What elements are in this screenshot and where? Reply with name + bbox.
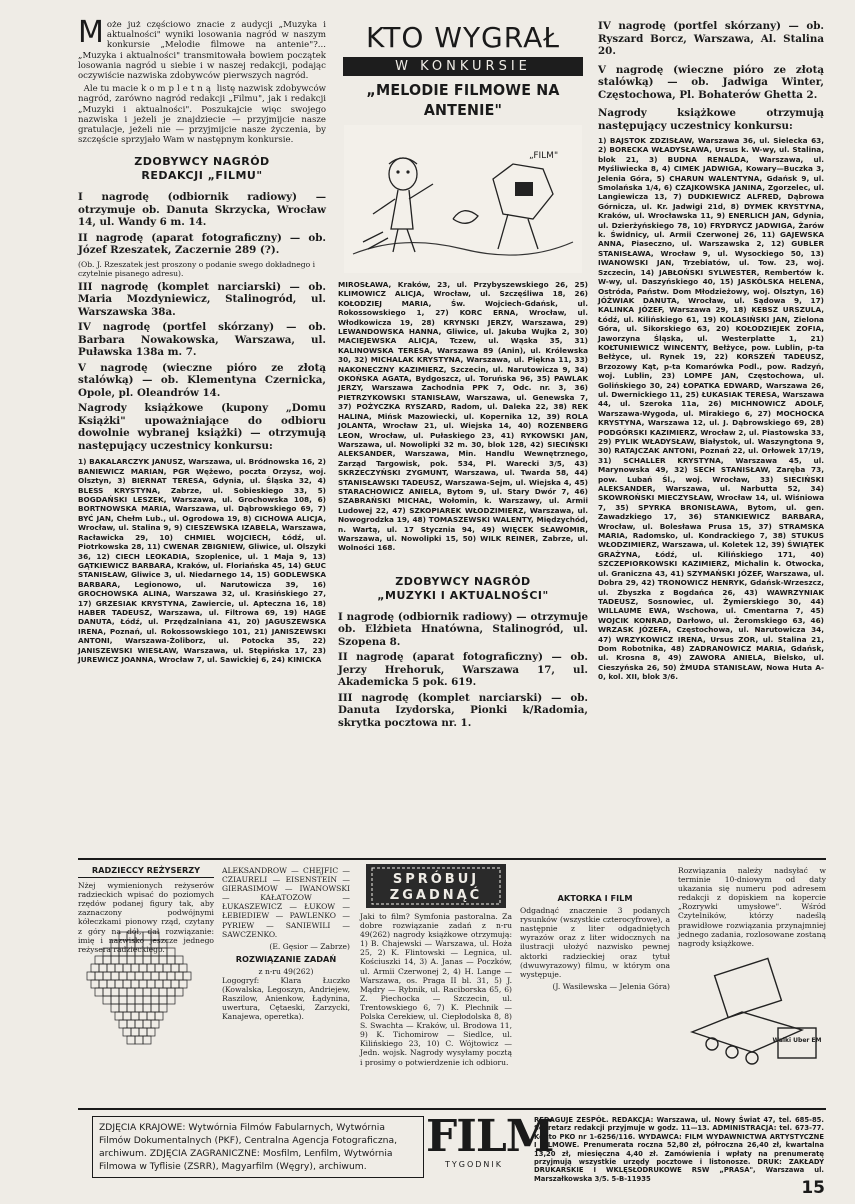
crossword-cell	[131, 1028, 139, 1036]
crossword-cell	[151, 996, 159, 1004]
crossword-cell	[111, 972, 119, 980]
publisher-imprint: REDAGUJE ZESPÓŁ. REDAKCJA: Warszawa, ul. Nowy Świat 47, tel. 685-85. Sekretarz redakcji przyjmuje w godz. 11—13. ADMINISTRACJA: tel. 673-77. Konto PKO nr 1-6256/116. WYDAWCA: FILM WYDAWNICTWA ARTYSTYCZNE I FILMOWE. Prenumerata roczna 52,80 zł, półroczna 26,40 zł, kwartalna 13,20 zł, miesięczna 4,40 zł. Zamówienia i wpłaty na prenumeratę przyjmują wszystkie urzędy pocztowe i listonosze. DRUK: ZAKŁADY DRUKARSKIE I WKLĘSŁODRUKOWE RSW „PRASA", Warszawa ul. Marszałkowska 3/5. 5-B-11935	[534, 1116, 824, 1183]
crossword-cell	[143, 1004, 151, 1012]
crossword-cell	[135, 972, 143, 980]
crossword-cell	[151, 972, 159, 980]
film-prize-2-note: (Ob. J. Rzeszatek jest proszony o podanie swego dokładnego i czytelnie pisanego adresu).	[78, 259, 316, 278]
crossword-cell	[143, 972, 151, 980]
column-left	[78, 15, 327, 855]
crossword-cell	[127, 1004, 135, 1012]
crossword-cell	[175, 972, 183, 980]
headline-main: KTO WYGRAŁ	[366, 21, 560, 54]
crossword-cell	[103, 996, 111, 1004]
puzzle-drawing	[682, 952, 822, 1072]
crossword-cell	[171, 980, 179, 988]
headline-block	[338, 22, 588, 274]
film-prizes-heading	[78, 155, 326, 183]
crossword-cell	[159, 996, 167, 1004]
divider-top-bottom-section	[78, 858, 826, 860]
crossword-cell	[167, 956, 175, 964]
crossword-cell	[119, 956, 127, 964]
crossword-cell	[135, 1036, 143, 1044]
actress-heading: AKTORKA I FILM	[557, 893, 633, 903]
crossword-cell	[115, 1012, 123, 1020]
crossword-cell	[99, 980, 107, 988]
film-prizes-heading-line2: REDAKCJI „FILMU"	[141, 169, 263, 183]
crossword-cell	[111, 988, 119, 996]
crossword-cell	[91, 980, 99, 988]
muzyka-prize-5: V nagrodę (wieczne pióro ze złotą stalówką) — ob. Jadwiga Winter, Częstochowa, Pl. Bohaterów Ghetta 2.	[598, 63, 824, 101]
crossword-cell	[135, 1020, 143, 1028]
directors-text: Nżej wymienionych reżyserów radzieckich wpisać do poziomych rzędów podanej figury tak, aby zaznaczony podwójnymi kółeczkami pionowy rząd, czytany z góry na dół, dał rozwiązanie: imię i nazwisko jeszcze jednego reżysera radzieckiego.	[78, 881, 214, 954]
crossword-cell	[155, 1012, 163, 1020]
crossword-cell	[107, 964, 115, 972]
film-prize-5: V nagrodę (wieczne pióro ze złotą stalówką) — ob. Klementyna Czernicka, Opole, pl. Oleandrów 14.	[78, 361, 326, 399]
muzyka-winners-list: 1) BAJSTOK ZDZISŁAW, Warszawa 36, ul. Sielecka 63, 2) BORECKA WŁADYSŁAWA, Ursus k. W-wy, ul. Stalina, blok 21, 3) BUDNA RENALDA, Warszawa, ul. Myśliwiecka 8, 4) CIMEK JADWIGA, Kowary—Buczka 3, Jelenia Góra, 5) CHARUN WALENTYNA, Gdańsk 9, ul. Smolańska 1/4, 6) CZAJKOWSKA JANINA, Zgorzelec, ul. Langiewicza 13, 7) DUDKIEWICZ ALFRED, Dąbrowa Górnicza, ul. Kr. Jadwigi 21d, 8) DYMEK KRYSTYNA, Kraków, ul. Wrocławska 11, 9) ENERLICH JAN, Gdynia, ul. Dzierżyńskiego 78, 10) FRYDRYCZ JADWIGA, Żarów k. Świdnicy, ul. Armii Czerwonej 26, 11) GAJEWSKA ANNA, Piaseczno, ul. Warszawska 2, 12) GUBLER STANISŁAWA, Wrocław 9, ul. Wysockiego 50, 13) IWANOWSKI JAN, Trzebiatów, ul. Tow. 23, woj. Szczecin, 14) JABŁOŃSKI SYLWESTER, Rembertów k. W-wy, ul. Daszyńskiego 40, 15) JASKÓLSKA HELENA, Ostróda, Państw. Dom Młodzieżowy, woj. Olsztyn, 16) JÓŹWIAK DANUTA, Wrocław, ul. Sądowa 9, 17) KALINKA JÓZEF, Warszawa 29, 18) KEBSZ URSZULA, Łódź, ul. Kilińskiego 61, 19) KOLASIŃSKI JAN, Zielona Góra, ul. Sikorskiego 63, 20) KOŁODZIEJEK ZOFIA, Jaworzyna Śląska, ul. Westerplatte 1, 21) KOŁTUNIEWICZ WINCENTY, Bełżyce, pow. Lublin, p-ta Bełżyce, ul. Rynek 19, 22) KORSZEŃ TADEUSZ, Brzozowy Kąt, p-ta Komarówka Podl., pow. Radzyń, woj. Lublin, 23) LOMPE JAN, Częstochowa, ul. Golińskiego 30, 24) ŁOPATKA EDWARD, Warszawa 26, ul. Dwernickiego 11, 25) ŁUKASIAK TERESA, Warszawa 44, ul. Szeroka 11a, 26) MICHNOWICZ ADOLF, Warszawa-Wygoda, ul. Mirakiego 6, 27) MOCHOCKA KRYSTYNA, Warszawa 12, ul. J. Dąbrowskiego 69, 28) PODGÓRSKI KAZIMIERZ, Wrocław 2, ul. Piastowska 33, 29) PYLIK WŁADYSŁAW, Białystok, ul. Waszyngtona 9, 30) RATAJCZAK ANTONI, Poznań 22, ul. Orłowek 17/19, 31) SCHALLER KRYSTYNA, Warszawa 45, ul. Marynowska 49, 32) SECH STANISŁAW, Zaręba 73, pow. Lubań Śl., woj. Wrocław, 33) SIECIŃSKI ALEKSANDER, Warszawa, ul. Narbutta 52, 34) SKOWROŃSKI MIECZYSŁAW, Wrocław 14, ul. Wiśniowa 7, 35) SPYRKA BRONISŁAWA, Bytom, ul. gen. Zawadzkiego 17, 36) STANKIEWICZ BARBARA, Wrocław, ul. Bolesława Prusa 15, 37) STRAMSKA MARIA, Radomsko, ul. Kondrackiego 7, 38) STUKUS WŁODZIMIERZ, Warszawa, ul. Koletek 12, 39) ŚWIĄTEK GRAŻYNA, Łódź, ul. Kilińskiego 171, 40) SZCZEPIORKOWSKI KAZIMIERZ, Michalin k. Otwocka, ul. Graniczna 43, 41) SZYMAŃSKI JÓZEF, Warszawa, ul. Dobra 29, 42) TRONOWICZ HENRYK, Gdańsk-Wrzeszcz, ul. Zbyszka z Bogdańca 26, 43) WAWRZYNIAK TADEUSZ, Sosnowiec, ul. Żymierskiego 30, 44) WILLAUME EWA, Wschowa, ul. Cmentarna 7, 45) WOJCIK KONRAD, Darłowo, ul. Żeromskiego 63, 46) WRZASK JÓZEFA, Częstochowa, ul. Narutowicza 34, 47) WRZYKOWICZ IRENA, Ursus ZOR, ul. Stalina 21, Dom Robotnika, 48) ZADRANOWICZ MARIA, Gdańsk, ul. Krosna 8, 49) ZAWORA ANIELA, Bielsko, ul. Cieszyńska 26, 50) ŻMUDA STANISŁAW, Nowa Huta A-0, kol. XII, blok 3/6.	[598, 136, 824, 682]
crossword-cell	[139, 964, 147, 972]
crossword-cell	[123, 980, 131, 988]
crossword-cell	[103, 988, 111, 996]
photo-credits: ZDJĘCIA KRAJOWE: Wytwórnia Filmów Fabularnych, Wytwórnia Filmów Dokumentalnych (PKF), Centralna Agencja Fotograficzna, archiwum. ZDJĘCIA ZAGRANICZNE: Mosfilm, Lenfilm, Wytwórnia Filmowa w Tyflisie (ZSRR), Magyarfilm (Węgry), archiwum.	[92, 1116, 424, 1178]
film-prize-1: I nagrodę (odbiornik radiowy) — otrzymuje ob. Danuta Skrzycka, Wrocław 14, ul. Wandy 6 m. 14.	[78, 191, 326, 229]
film-prizes-heading-line1: ZDOBYWCY NAGRÓD	[134, 155, 270, 169]
intro-text-1: oże już częściowo znacie z audycji „Muzyka i aktualności" wyniki losowania nagród w naszym konkursie „Melodie filmowe na antenie"?... „Muzyka i aktualności" transmitowała bowiem początek losowania nagród u siebie i w naszej redakcji, podając oczywiście nazwiska zdobywców pierwszych nagród.	[78, 20, 326, 82]
crossword-cell	[119, 972, 127, 980]
crossword-cell	[175, 988, 183, 996]
crossword-cell	[127, 1036, 135, 1044]
intro-text-2-pre: Ale tu macie	[83, 84, 139, 95]
crossword-cell	[143, 996, 151, 1004]
rules-text: Rozwiązania należy nadsyłać w terminie 10-dniowym od daty ukazania się numeru pod adresem redakcji z dopiskiem na kopercie „Rozrywki umysłowe". Wśród Czytelników, którzy nadeślą prawidłowe rozwiązania przynajmniej jednego zadania, rozlosowane zostaną nagrody książkowe.	[678, 866, 826, 948]
crossword-cell	[115, 964, 123, 972]
column-middle	[338, 20, 588, 855]
crossword-cell	[119, 1020, 127, 1028]
crossword-cell	[115, 980, 123, 988]
headline-band: W KONKURSIE	[343, 57, 583, 76]
illustration-film-label: „FILM"	[529, 151, 559, 161]
crossword-cell	[111, 956, 119, 964]
ticket-label: Walki Uber EM	[772, 1036, 822, 1044]
crossword-cell	[123, 964, 131, 972]
film-prize-books: Nagrody książkowe (kupony „Domu Książki" upoważniające do odbioru dowolnie wybranej książki) — otrzymują następujący uczestnicy konkursu:	[78, 402, 326, 452]
actress-author: (J. Wasilewska — Jelenia Góra)	[552, 981, 670, 991]
crossword-cell	[107, 980, 115, 988]
crossword-cell	[155, 964, 163, 972]
crossword-cell	[111, 1004, 119, 1012]
crossword-cell	[159, 956, 167, 964]
crossword-cell	[95, 988, 103, 996]
zgadnac-text: ZGADNĄĆ	[389, 888, 483, 903]
crossword-cell	[143, 1020, 151, 1028]
crossword-cell	[103, 972, 111, 980]
crossword-cell	[139, 1012, 147, 1020]
crossword-cell	[123, 1028, 131, 1036]
crossword-cell	[111, 996, 119, 1004]
crossword-cell	[147, 1012, 155, 1020]
crossword-cell	[103, 956, 111, 964]
muzyka-prize-books: Nagrody książkowe otrzymują następujący uczestnicy konkursu:	[598, 107, 824, 132]
crossword-cell	[143, 1036, 151, 1044]
puzzle-directors	[78, 866, 214, 1104]
crossword-cell	[143, 988, 151, 996]
headline-contest-name: „MELODIE FILMOWE NA ANTENIE"	[366, 81, 560, 119]
film-winners-list: 1) BAKALARCZYK JANUSZ, Warszawa, ul. Bródnowska 16, 2) BANIEWICZ MARIAN, PGR Wężewo, poczta Orzysz, woj. Olsztyn, 3) BIERNAT TERESA, Gdynia, ul. Śląska 32, 4) BLESS KRYSTYNA, Zabrze, ul. Sobieskiego 33, 5) BOGDAŃSKI LESZEK, Warszawa, ul. Grochowska 108, 6) BORTNOWSKA MARIA, Warszawa, ul. Dąbrowskiego 69, 7) BYĆ JAN, Chełm Lub., ul. Ogrodowa 19, 8) CICHOWA ALICJA, Wrocław, ul. Stalina 9, 9) CIESZEWSKA IZABELA, Warszawa, Racławicka 29, 10) CHMIEL WOJCIECH, Łódź, ul. Piotrkowska 28, 11) CWENAR ZBIGNIEW, Gliwice, ul. Olszyki 36, 12) CIECH LEOKADIA, Szoplenice, ul. 1 Maja 9, 13) GĄTKIEWICZ BARBARA, Kraków, ul. Floriańska 45, 14) GŁUC STANISŁAW, Gliwice 3, ul. Niedarnego 14, 15) GODLEWSKA BARBARA, Legionowo, ul. Narutowicza 39, 16) GROCHOWSKA ALINA, Warszawa 32, ul. Krasińskiego 27, 17) GRZESIAK KRYSTYNA, Zawiercie, ul. Apteczna 16, 18) HABER TADEUSZ, Warszawa, ul. Filtrowa 69, 19) HAGE DANUTA, Łódź, ul. Przędzalniana 41, 20) JAGUSZEWSKA IRENA, Poznań, ul. Rokossowskiego 101, 21) JANISZEWSKI ANTONI, Warszawa-Żoliborz, ul. Potocka 35, 22) JANISZEWSKI WIESŁAW, Warszawa, ul. Stępińska 17, 23) JUREWICZ JOANNA, Wrocław 7, ul. Sawickiej 6, 24) KINICKA	[78, 457, 326, 664]
crossword-cell	[147, 980, 155, 988]
crossword-cell	[147, 964, 155, 972]
crossword-cell	[135, 956, 143, 964]
crossword-cell	[95, 956, 103, 964]
crossword-cell	[167, 988, 175, 996]
crossword-cell	[151, 956, 159, 964]
puzzle-guess	[360, 864, 512, 1104]
crossword-cell	[167, 972, 175, 980]
puzzle-rules	[678, 866, 826, 1104]
crossword-cell	[163, 964, 171, 972]
crossword-cell	[139, 1028, 147, 1036]
crossword-cell	[127, 996, 135, 1004]
crossword-cell	[135, 1004, 143, 1012]
crossword-cell	[131, 1012, 139, 1020]
crossword-cell	[159, 972, 167, 980]
crossword-cell	[151, 1020, 159, 1028]
sprobuj-text: SPRÓBUJ	[392, 872, 480, 887]
intro-article	[78, 15, 327, 146]
solutions-heading: ROZWIĄZANIE ZADAŃ	[235, 953, 337, 964]
crossword-cell	[119, 1004, 127, 1012]
film-logo-text: FILM	[426, 1111, 554, 1162]
muzyka-prize-4: IV nagrodę (portfel skórzany) — ob. Ryszard Borcz, Warszawa, Al. Stalina 20.	[598, 20, 824, 57]
crossword-cell	[131, 980, 139, 988]
page-number: 15	[801, 1178, 825, 1198]
crossword-cell	[183, 972, 191, 980]
crossword-cell	[127, 988, 135, 996]
solutions-text: Logogryf: Klara Łuczko (Kowalska, Legoszyn, Andriejew, Raszilow, Anienkow, Łądynina, uwertura, Cętaeski, Zarzycki, Kanajewa, operetka).	[222, 976, 350, 1022]
sprobuj-zgadnac-banner	[366, 864, 506, 908]
directors-heading: RADZIECCY REŻYSERZY	[78, 866, 214, 878]
crossword-cell	[151, 988, 159, 996]
muzyka-prize-3: III nagrodę (komplet narciarski) — ob. Danuta Izydorska, Pionki k/Radomia, skrytka pocztowa nr. 1.	[338, 691, 588, 729]
crossword-cell	[127, 972, 135, 980]
solutions-subheading: z n-ru 49(262)	[258, 966, 314, 976]
crossword-cell	[171, 964, 179, 972]
muzyka-prizes-heading-line1: ZDOBYWCY NAGRÓD	[395, 574, 531, 588]
crossword-cell	[87, 972, 95, 980]
crossword-cell	[123, 1012, 131, 1020]
intro-text-2-post: listę nazwisk zdobywców nagród, zarówno nagród redakcji „Filmu", jak i redakcji „Muzyki i aktualności". Poszukajcie więc swojego nazwiska i jeżeli je znajdziecie — przyjmijcie nasze gratulacje, jeżeli nie — przyjmijcie nasze życzenia, by szczęście sprzyjało Wam w następnym konkursie.	[78, 84, 327, 146]
intro-text-2-spaced: kompletną	[140, 84, 214, 95]
crossword-cell	[119, 996, 127, 1004]
crossword-cell	[175, 956, 183, 964]
crossword-cell	[143, 956, 151, 964]
crossword-cell	[163, 980, 171, 988]
crossword-cell	[147, 1028, 155, 1036]
muzyka-prizes-heading-line2: „MUZYKI I AKTUALNOŚCI"	[377, 588, 549, 602]
column-right	[598, 20, 824, 855]
puzzle-directors-continued	[222, 866, 350, 1104]
crossword-cell	[151, 1004, 159, 1012]
crossword-cell	[95, 972, 103, 980]
crossword-cell	[119, 988, 127, 996]
film-logo	[426, 1111, 554, 1178]
quiz-text: Jaki to film? Symfonia pastoralna. Za dobre rozwiązanie zadań z n-ru 49(262) nagrody książkowe otrzymują: 1) B. Chajewski — Warszawa, ul. Hoża 25, 2) K. Flintowski — Legnica, ul. Kościuszki 14, 3) A. Janas — Poczków, ul. Armii Czerwonej 2, 4) H. Lange — Warszawa, os. Praga II bl. 31, 5) J. Mądry — Rybnik, ul. Raciborska 65, 6) Z. Piechocka — Szczecin, ul. Trentowskiego 6, 7) K. Plechnik — Polska Cerekiew, ul. Ciepłodolska 8, 8) S. Swachta — Kraków, ul. Brodowa 11, 9) K. Tichomirow — Siedlce, ul. Kilińskiego 23, 10) C. Wójtowicz — Jedn. wojsk. Nagrody wysyłamy pocztą i prosimy o potwierdzenie ich odbioru.	[360, 912, 512, 1067]
muzyka-prize-1: I nagrodę (odbiornik radiowy) — otrzymuje ob. Elżbieta Hnatówna, Stalinogród, ul. Szopena 8.	[338, 610, 588, 648]
film-prize-4: IV nagrodę (portfel skórzany) — ob. Barbara Nowakowska, Warszawa, ul. Puławska 138a m. 7.	[78, 321, 326, 359]
directors-author: (E. Gęsior — Zabrze)	[269, 941, 350, 951]
crossword-cell	[99, 964, 107, 972]
crossword-cell	[159, 1004, 167, 1012]
actress-text: Odgadnąć znaczenie 3 podanych rysunków (wszystkie czterocyfrowe), a następnie z liter odgadniętych wyrazów oraz z liter widocznych na ilustracji ułożyć nazwisko pewnej aktorki radzieckiej oraz tytuł (dwuwyrazowy) filmu, w którym ona występuje.	[520, 906, 670, 979]
crossword-cell	[167, 948, 175, 956]
crossword-cell	[159, 988, 167, 996]
film-winners-list-continued: MIROSŁAWA, Kraków, 23, ul. Przybyszewskiego 26, 25) KLIMOWICZ ALICJA, Wrocław, ul. Szczęśliwa 18, 26) KOŁODZIEJ MARIA, Św. Wojciech-Gdańsk, ul. Rokossowskiego 1, 27) KORC ERNA, Wrocław, ul. Włodkowicza 19, 28) KRYNSKI JERZY, Warszawa, 29) LEWANDOWSKA HANNA, Gliwice, ul. Jakuba Wujka 2, 30) MACIEJEWSKA ALICJA, Tczew, ul. Wąska 35, 31) KALINOWSKA TERESA, Warszawa 89 (Anin), ul. Królewska 30, 32) MICHALAK KRYSTYNA, Warszawa, ul. Piękna 11, 33) NAKONECZNY KAZIMIERZ, Szczecin, ul. Narutowicza 9, 34) OKOŃSKA AGATA, Bydgoszcz, ul. Toruńska 96, 35) PAWLAK JERZY, Warszawa Zachodnia PPK 7, Odc. nr. 3, 36) PIETRZYKOWSKI STANISŁAW, Warszawa, ul. Genewska 7, 37) POŻYCZKA RYSZARD, Radom, ul. Daleka 22, 38) REK HALINA, Mińsk Mazowiecki, ul. Kopernika 12, 39) ROLA JOLANTA, Wrocław 21, ul. Wiejska 14, 40) ROZENBERG LEON, Wrocław, ul. Pułaskiego 23, 41) RYKOWSKI JAN, Warszawa, ul. Nowolipki 32 m. 30, blok 128, 42) SIECIŃSKI ALEKSANDER, Warszawa, Min. Handlu Wewnętrznego, Zarząd Targowisk, pok. 534, Pl. Warecki 3/5, 43) SKRZECZYŃSKI ZYGMUNT, Warszawa, ul. Twarda 58, 44) STANISŁAWSKI TADEUSZ, Warszawa-Sejm, ul. Wiejska 4, 45) STARACHOWICZ ANIELA, Bytom 9, ul. Stary Dwór 7, 46) SZABRAŃSKI MICHAŁ, Wołomin, k. Warszawy, ul. Armii Ludowej 22, 47) SZKOPIAREK WŁODZIMIERZ, Warszawa, ul. Nowogrodzka 19, 48) TOMASZEWSKI WALENTY, Międzychód, n. Wartą, ul. 17 Stycznia 94, 49) WIĘCEK SŁAWOMIR, Warszawa, ul. Nowolipki 15, 50) WILK REINER, Zabrze, ul. Wolności 168.	[338, 280, 588, 553]
crossword-cell	[127, 956, 135, 964]
directors-names: ALEKSANDROW — CHEJFIC — CZIAURELI — EISENSTEIN — GIERASIMOW — IWANOWSKI — KAŁATOZOW — ŁUKASZEWICZ — ŁUKOW — ŁEBIEDIEW — PAWLENKO — PYRIEW — SANIEWILI — SAWCZENKO.	[222, 866, 350, 939]
crossword-cell	[155, 980, 163, 988]
muzyka-prizes-heading	[338, 575, 588, 603]
crossword-cell	[135, 988, 143, 996]
crossword-cell	[127, 1020, 135, 1028]
footer-bar	[78, 1108, 826, 1184]
drop-cap: M	[78, 15, 104, 50]
crossword-cell	[135, 996, 143, 1004]
muzyka-prize-2: II nagrodę (aparat fotograficzny) — ob. Jerzy Hrehoruk, Warszawa 17, ul. Akademicka 5 pok. 619.	[338, 651, 588, 689]
crossword-cell	[167, 996, 175, 1004]
crossword-cell	[179, 964, 187, 972]
crossword-cell	[139, 980, 147, 988]
cartoon-illustration	[343, 124, 583, 274]
film-prize-3: III nagrodę (komplet narciarski) — ob. Maria Mozdyniewicz, Stalinogród, ul. Warszawska 38a.	[78, 280, 326, 318]
crossword-cell	[131, 964, 139, 972]
film-logo-subtitle: TYGODNIK	[444, 1160, 504, 1169]
puzzle-actress	[520, 866, 670, 1104]
crossword-cell	[179, 980, 187, 988]
film-prize-2: II nagrodę (aparat fotograficzny) — ob. Józef Rzeszatek, Zaczernie 289 (?).	[78, 231, 326, 257]
crossword-cell	[91, 964, 99, 972]
